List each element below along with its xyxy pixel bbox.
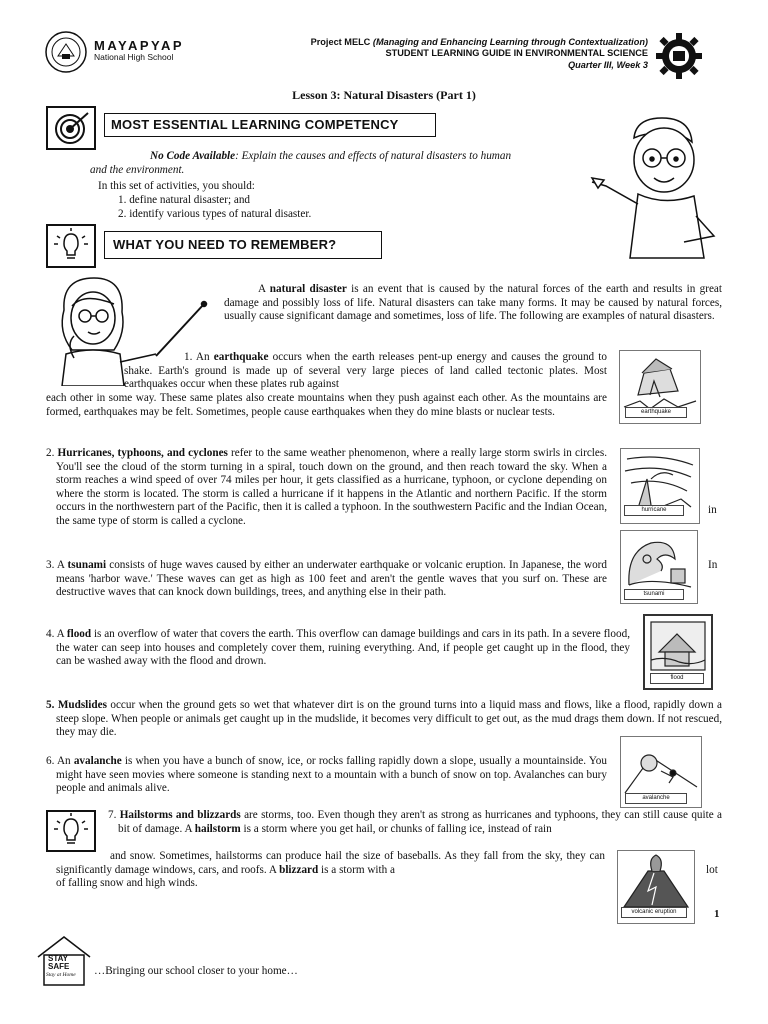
- hailstorm-paragraph-1: 7. Hailstorms and blizzards are storms, too. Even though they aren't as strong as hurricanes and typhoons, they can still cause quite a bit of damage. A hailstorm is a storm where you get hail, or chunks of falling ice, instead of rain: [108, 809, 722, 835]
- hurricane-term: Hurricanes, typhoons, and cyclones: [57, 447, 228, 459]
- volcano-label: volcanic eruption: [621, 907, 687, 918]
- flood-label: flood: [650, 673, 704, 684]
- competency-heading: MOST ESSENTIAL LEARNING COMPETENCY: [104, 113, 436, 137]
- remember-heading: WHAT YOU NEED TO REMEMBER?: [104, 231, 382, 259]
- tsunami-term: tsunami: [67, 559, 107, 571]
- natural-disaster-term: natural disaster: [269, 283, 347, 295]
- lesson-title: Lesson 3: Natural Disasters (Part 1): [292, 88, 476, 102]
- hailstorm-paragraph-2: and snow. Sometimes, hailstorms can produce hail the size of baseballs. As they fall from the sky, they can significantly damage windows, cars, and roofs. A blizzard is a storm with a: [56, 850, 605, 876]
- avalanche-label: avalanche: [625, 793, 687, 804]
- mudslide-paragraph: 5. Mudslides occur when the ground gets so wet that whatever dirt is on the ground turns into a liquid mass and flows, like a flood, rapidly down a steep slope. When people or animals get caught up in the mudslide, it becomes very difficult to get out, as the mud drags them down. If not rescued, they may die.: [46, 699, 722, 739]
- blizzard-term: blizzard: [279, 863, 319, 876]
- flood-term: flood: [66, 628, 92, 640]
- school-subtitle: National High School: [94, 52, 174, 62]
- competency-desc-2: and the environment.: [90, 163, 185, 176]
- stay-safe-text-3: Stay at Home: [46, 972, 76, 978]
- intro-paragraph: A natural disaster is an event that is caused by the natural forces of the earth and results in great damage and possibly loss of life. Natural disasters can take many forms. It may be caused by natural forces, usually cause significant damage and sometimes, loss of life. The following are examples of natural disasters.: [224, 283, 723, 323]
- earthquake-paragraph-2: each other in some way. These same plates also create mountains when they push against each other. As the mountains are formed, earthquakes may be felt. Sometimes, people cause earthquakes when they do mine blasts or nuclear tests.: [46, 392, 607, 418]
- target-icon: [46, 106, 96, 150]
- mudslide-term: 5. Mudslides: [46, 699, 107, 711]
- hailstorm-stray-word: lot: [706, 864, 718, 876]
- earthquake-term: earthquake: [213, 351, 269, 363]
- gear-icon: [653, 32, 705, 80]
- competency-desc-1: : Explain the causes and effects of natural disasters to human: [235, 150, 512, 162]
- tsunami-paragraph: 3. A tsunami consists of huge waves caused by either an underwater earthquake or volcanic eruption. In Japanese, the word means 'harbor wave.' These waves can get as high as 100 feet and aren't the gentle waves that you surf on. These are destructive waves that can knock down buildings, trees, and anything else in their path.: [46, 559, 607, 599]
- objective-2: 2. identify various types of natural disaster.: [118, 208, 312, 220]
- hurricane-label: hurricane: [624, 505, 684, 516]
- hurricane-stray-word: in: [708, 504, 717, 516]
- stay-safe-badge: [34, 935, 94, 987]
- lightbulb-icon: [46, 224, 96, 268]
- competency-code: No Code Available: [150, 150, 236, 162]
- tsunami-label: tsunami: [624, 589, 684, 600]
- project-line: [214, 37, 648, 47]
- earthquake-paragraph-1: 1. An earthquake occurs when the earth releases pent-up energy and causes the ground to shake. Earth's ground is made up of several very large pieces of land called tectonic plates. Most earthquakes occur when these plates rub against: [124, 351, 608, 391]
- guide-title: STUDENT LEARNING GUIDE IN ENVIRONMENTAL SCIENCE: [385, 48, 648, 58]
- hurricane-paragraph: 2. Hurricanes, typhoons, and cyclones refer to the same weather phenomenon, where a really large storm swirls in circles. You'll see the cloud of the storm turning in a spiral, touch down on the ground, and then reach toward the sky. When a storm reaches a wind speed of over 74 miles per hour, it gets classified as a hurricane, typhoon, or cyclone depending on where the storm is located. The storm is called a hurricane if it happens in the Atlantic and northern Pacific. If the storm occurs in the northwestern part of the Pacific, then it is called a typhoon. In the southwestern Pacific and the Indian Ocean, the same type of storm is called a cyclone.: [46, 447, 608, 527]
- avalanche-paragraph: 6. An avalanche is when you have a bunch of snow, ice, or rocks falling rapidly down a slope, usually a mountainside. You might have seen movies where someone is standing next to a mountain with a bunch of snow on top. Avalanches can bury people and animals alive.: [46, 755, 607, 795]
- project-prefix: Project MELC: [310, 37, 371, 47]
- tsunami-stray-word: In: [708, 559, 718, 571]
- flood-paragraph: 4. A flood is an overflow of water that covers the earth. This overflow can damage buildings and cars in its path. In a severe flood, the water can seep into houses and completely cover them, ruining everything. And, if people get caught up in the flood, they can be washed away with the flood and drown.: [46, 628, 630, 668]
- project-paren: (Managing and Enhancing Learning through Contextualization): [372, 37, 648, 47]
- school-seal: [44, 30, 88, 74]
- earthquake-label: earthquake: [625, 407, 687, 418]
- stay-safe-text-1: STAY: [48, 954, 69, 963]
- activities-intro: In this set of activities, you should:: [98, 180, 255, 192]
- quarter-label: Quarter III, Week 3: [567, 60, 648, 70]
- school-name: MAYAPYAP: [94, 38, 185, 53]
- hailstorm-term-2: hailstorm: [194, 822, 241, 835]
- avalanche-term: avalanche: [73, 755, 122, 767]
- hailstorm-paragraph-3: of falling snow and high winds.: [56, 877, 198, 889]
- page-number: 1: [714, 908, 720, 920]
- footer-tagline: …Bringing our school closer to your home…: [94, 965, 298, 977]
- stay-safe-text-2: SAFE: [48, 962, 70, 971]
- competency-desc: [90, 150, 600, 177]
- teacher-illustration: [584, 108, 724, 266]
- hailstorm-term: Hailstorms and blizzards: [119, 809, 241, 821]
- objective-1: 1. define natural disaster; and: [118, 194, 251, 206]
- lightbulb-icon-2: [46, 810, 96, 852]
